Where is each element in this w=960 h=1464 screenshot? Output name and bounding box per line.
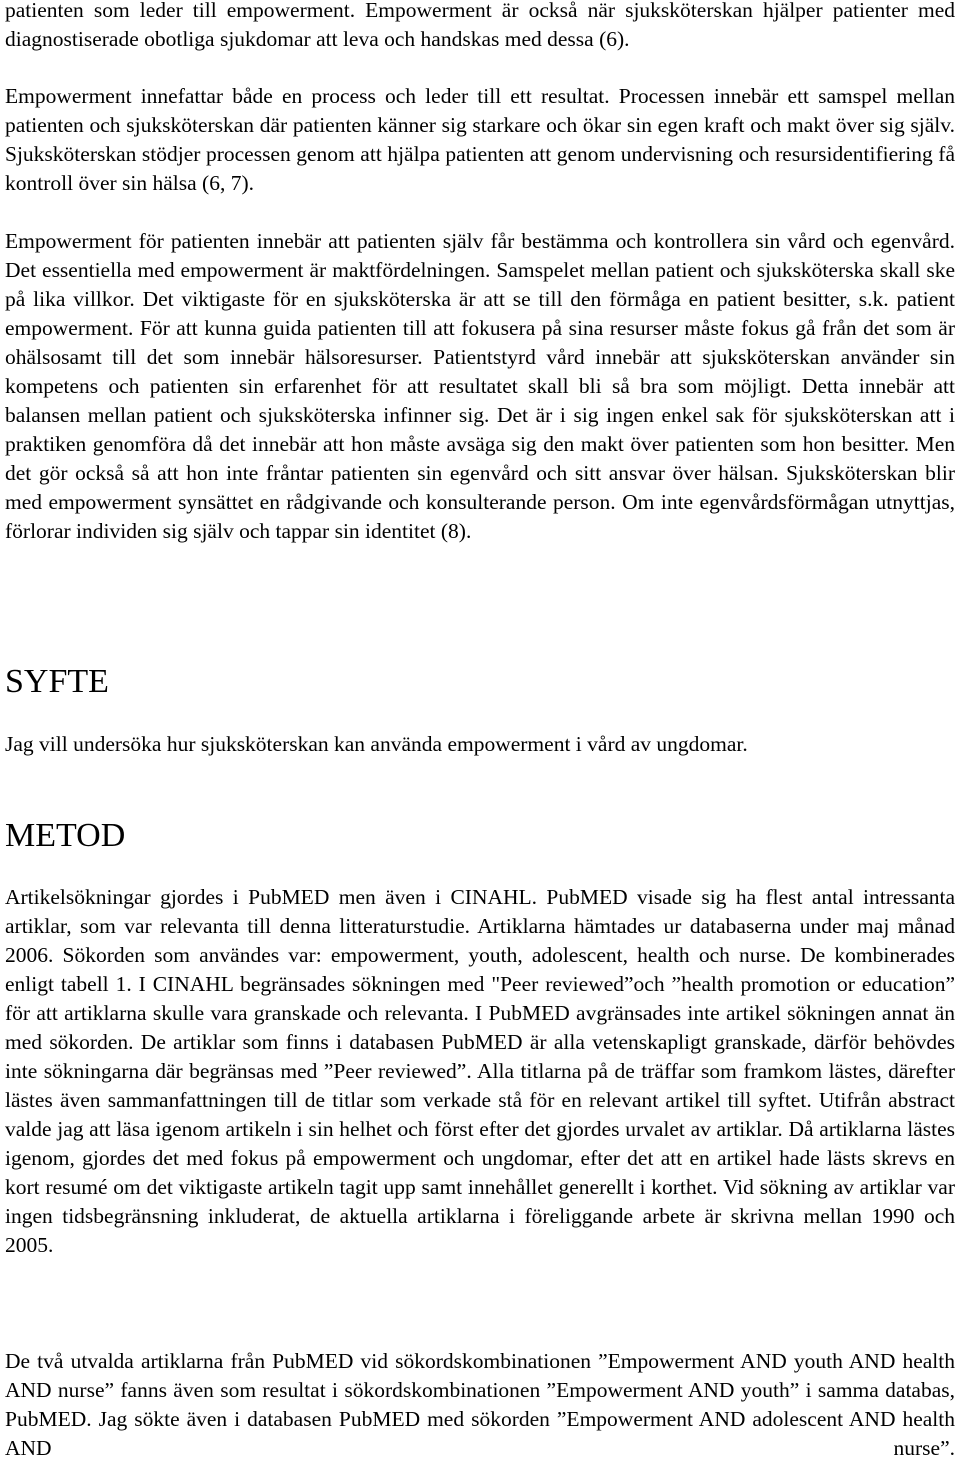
paragraph-empowerment-patient: Empowerment för patienten innebär att patienten själv får bestämma och kontrollera sin vård och egenvård. Det essentiella med empowerment är maktfördelningen. Samspelet mellan patient och sjuksköterska skall ske på lika villkor. Det viktigaste för en sjuksköterska är att se till den förmåga en patient besitter, s.k. patient empowerment. För att kunna guida patienten till att fokusera på sina resurser måste fokus gå från det som är ohälsosamt till det som innebär hälsoresurser. Patientstyrd vård innebär att sjuksköterskan använder sin kompetens och patienten sin erfarenhet för att resultatet skall bli så bra som möjligt. Detta innebär att balansen mellan patient och sjuksköterska infinner sig. Det är i sig ingen enkel sak för sjuksköterskan att i praktiken genomföra då det innebär att hon måste avsäga sig den makt över patienten som hon besitter. Men det gör också så att hon inte fråntar patienten sin egenvård och sitt ansvar över hälsan. Sjuksköterskan blir med empowerment synsättet en rådgivande och konsulterande person. Om inte egenvårdsförmågan utnyttjas, förlorar individen sig själv och tappar sin identitet (8). — [5, 229, 955, 543]
heading-syfte: SYFTE — [5, 663, 109, 700]
paragraph-metod-results: De två utvalda artiklarna från PubMED vid sökordskombinationen ”Empowerment AND youth AND health AND nurse” fanns även som resultat i sökordskombinationen ”Empowerment AND youth” i samma databas, PubMED. Jag sökte även i databasen PubMED med sökorden ”Empowerment AND adolescent AND health AND nurse”. — [5, 1349, 955, 1460]
heading-metod: METOD — [5, 817, 126, 854]
paragraph-empowerment-intro: patienten som leder till empowerment. Empowerment är också när sjuksköterskan hjälper patienter med diagnostiserade obotliga sjukdomar att leva och handskas med dessa (6). — [5, 0, 955, 51]
paragraph-empowerment-process: Empowerment innefattar både en process och leder till ett resultat. Processen innebär ett samspel mellan patienten och sjuksköterskan där patienten känner sig starkare och ökar sin egen kraft och makt över sig själv. Sjuksköterskan stödjer processen genom att hjälpa patienten att genom undervisning och resursidentifiering få kontroll över sin hälsa (6, 7). — [5, 84, 955, 195]
paragraph-syfte: Jag vill undersöka hur sjuksköterskan kan använda empowerment i vård av ungdomar. — [5, 732, 748, 756]
paragraph-metod-search: Artikelsökningar gjordes i PubMED men även i CINAHL. PubMED visade sig ha flest antal intressanta artiklar, som var relevanta till denna litteraturstudie. Artiklarna hämtades ur databaserna under maj månad 2006. Sökorden som användes var: empowerment, youth, adolescent, health och nurse. De kombinerades enligt tabell 1. I CINAHL begränsades sökningen med "Peer reviewed”och ”health promotion or education” för att artiklarna skulle vara granskade och relevanta. I PubMED avgränsades inte artikel sökningen annat än med sökorden. De artiklar som finns i databasen PubMED är alla vetenskapligt granskade, därför behövdes inte sökningarna där begränsas med ”Peer reviewed”. Alla titlarna på de träffar som framkom lästes, därefter lästes även sammanfattningen till de titlar som verkade stå för en relevant artikel till syftet. Utifrån abstract valde jag att läsa igenom artikeln i sin helhet och först efter det gjordes urvalet av artiklar. Då artiklarna lästes igenom, gjordes det med fokus på empowerment och ungdomar, efter det att en artikel hade lästs skrevs en kort resumé om det viktigaste artikeln tagit upp samt innehållet generellt i korthet. Vid sökning av artiklar var ingen tidsbegränsning inkluderat, de aktuella artiklarna i föreliggande arbete är skrivna mellan 1990 och 2005. — [5, 885, 955, 1257]
